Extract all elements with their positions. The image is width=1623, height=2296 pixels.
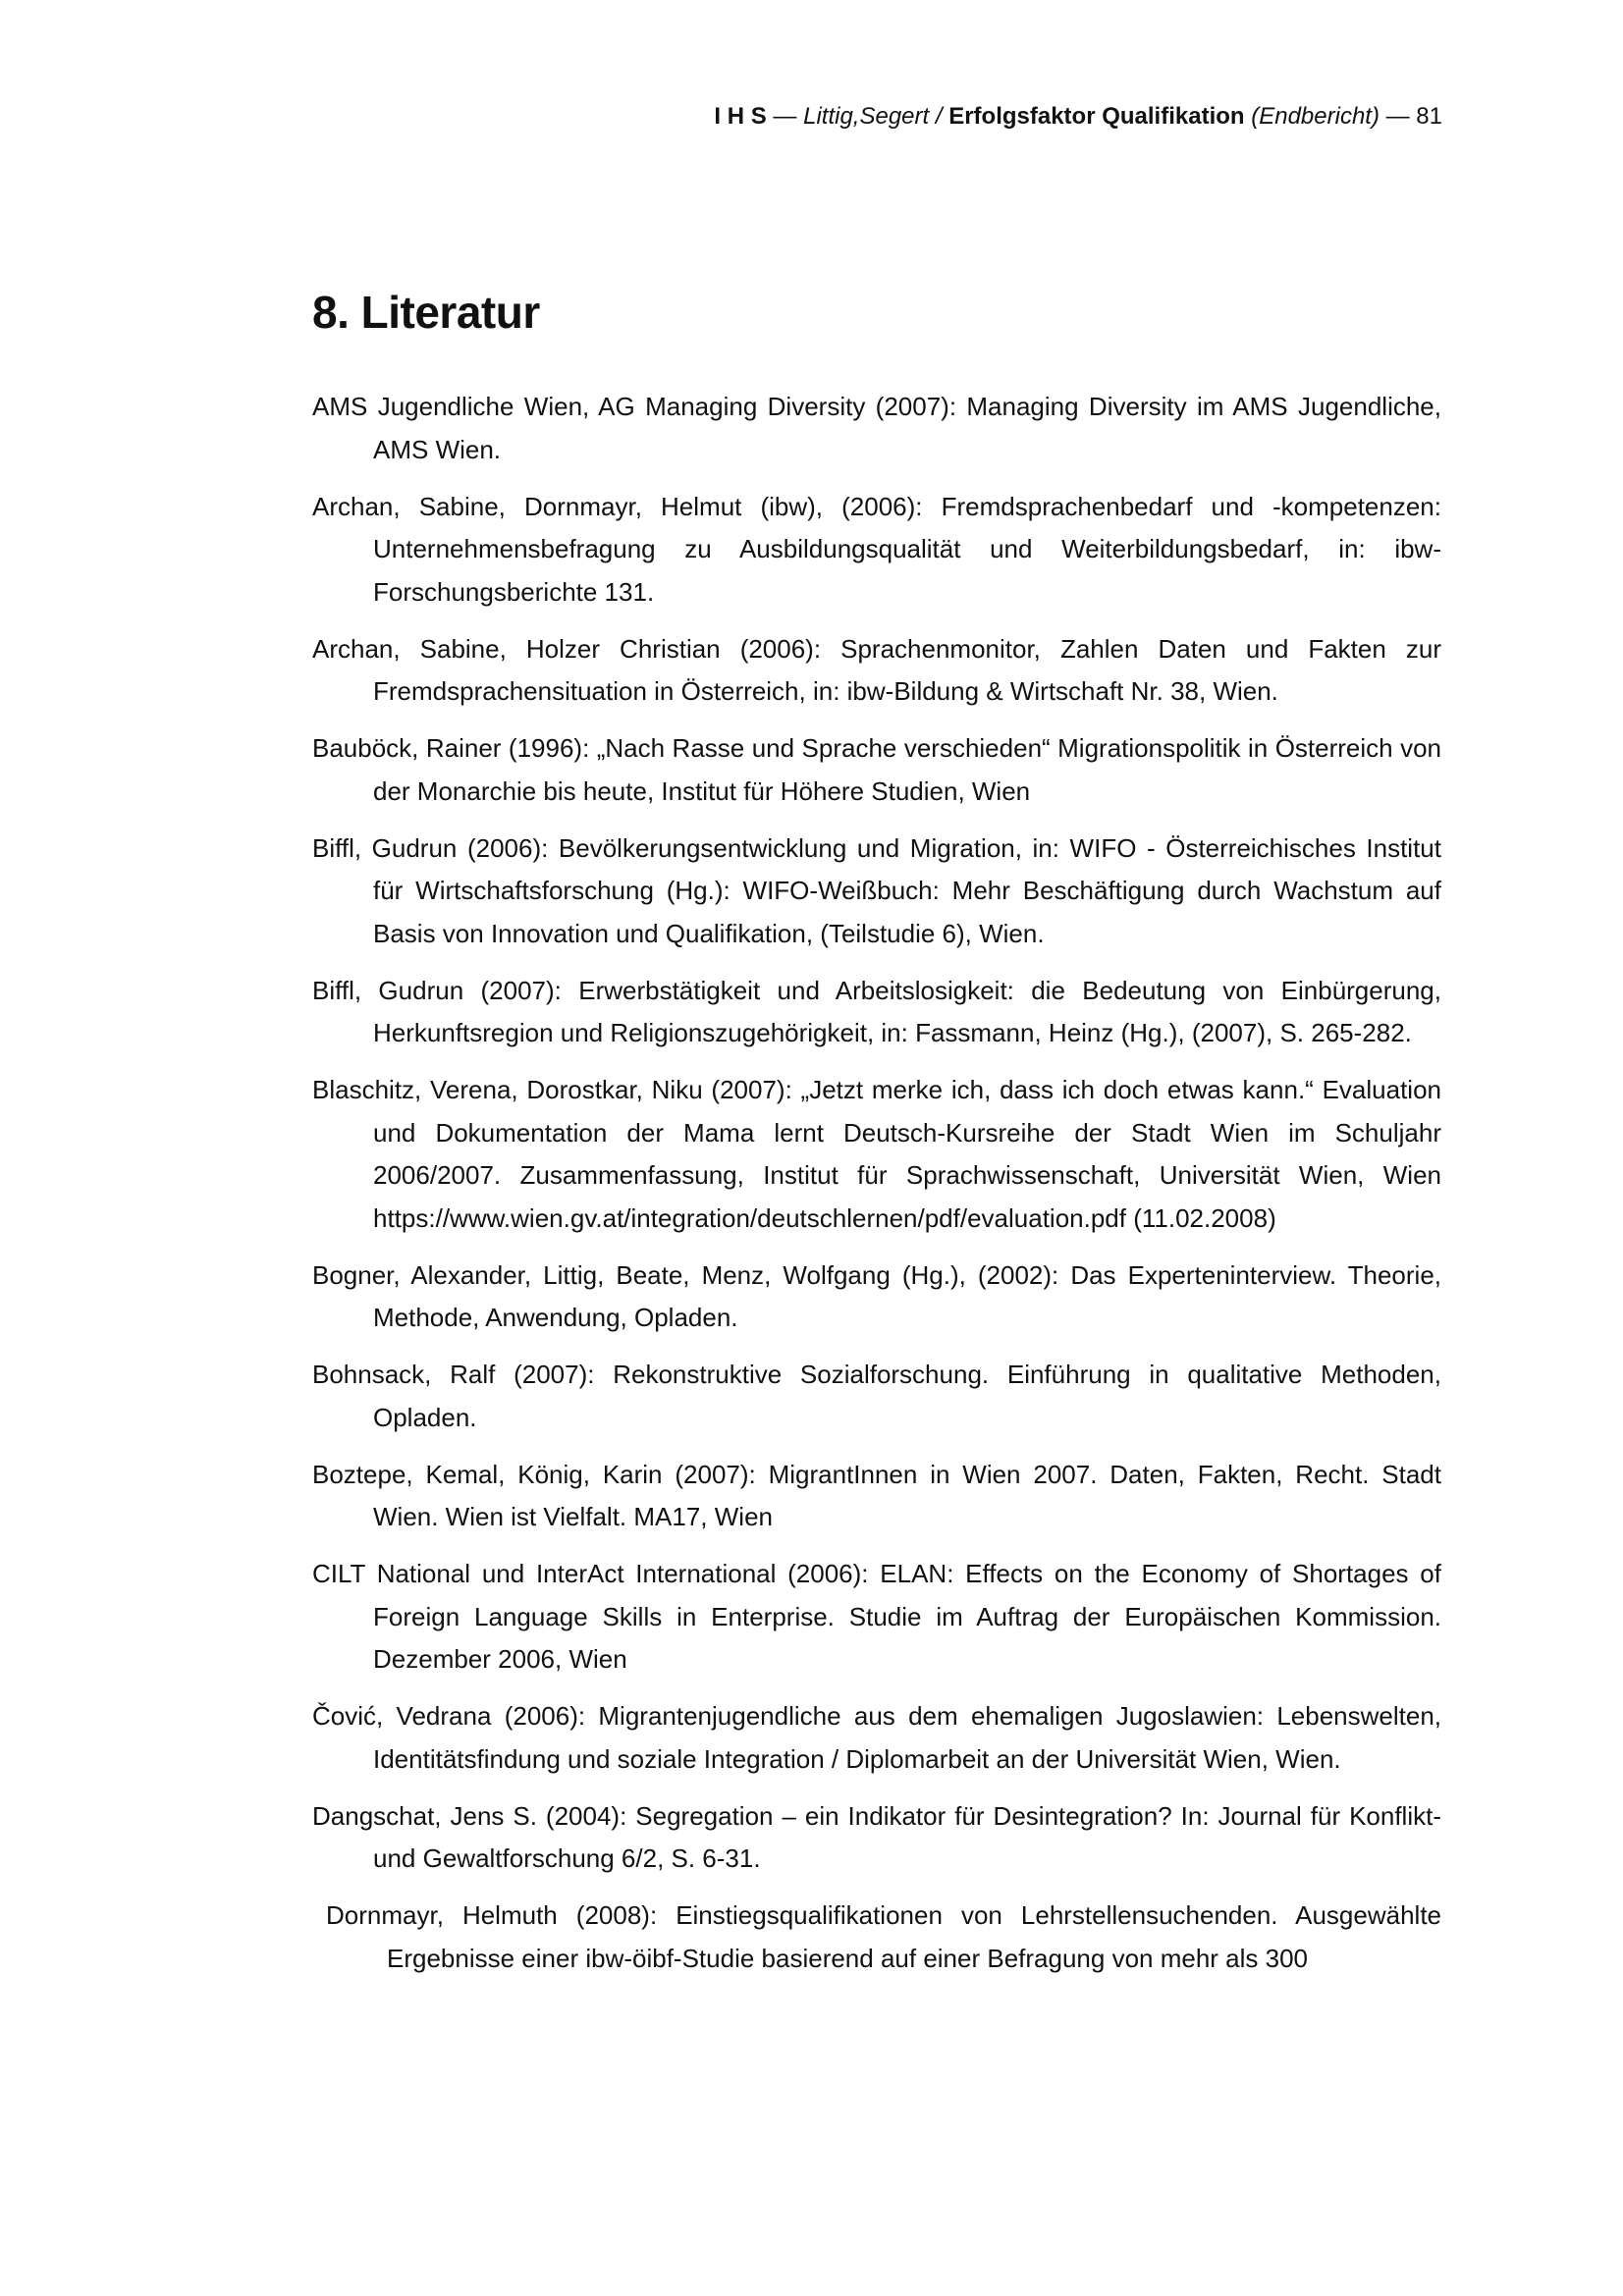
bibliography-entry: Biffl, Gudrun (2007): Erwerbstätigkeit und Arbeitslosigkeit: die Bedeutung von Einbürgerung, Herkunftsregion und Religionszugehörigkeit, in: Fassmann, Heinz (Hg.), (2007), S. 265-282.	[312, 975, 1441, 1047]
bibliography-entry: Biffl, Gudrun (2006): Bevölkerungsentwicklung und Migration, in: WIFO - Österreichisches Institut für Wirtschaftsforschung (Hg.): WIFO-Weißbuch: Mehr Beschäftigung durch Wachstum auf Basis von Innovation und Qualifikation, (Teilstudie 6), Wien.	[312, 832, 1441, 948]
header-authors: Littig,Segert /	[803, 103, 949, 130]
bibliography-list	[312, 386, 1441, 1995]
header-org: I H S	[714, 103, 767, 130]
bibliography-entry: Bohnsack, Ralf (2007): Rekonstruktive Sozialforschung. Einführung in qualitative Methoden, Opladen.	[312, 1360, 1441, 1432]
chapter-title: 8. Literatur	[312, 287, 540, 338]
bibliography-entry: Dornmayr, Helmuth (2008): Einstiegsqualifikationen von Lehrstellensuchenden. Ausgewählte Ergebnisse einer ibw-öibf-Studie basierend auf einer Befragung von mehr als 300	[326, 1900, 1441, 1973]
bibliography-entry: CILT National und InterAct International (2006): ELAN: Effects on the Economy of Shortages of Foreign Language Skills in Enterprise. Studie im Auftrag der Europäischen Kommission. Dezember 2006, Wien	[312, 1559, 1441, 1674]
bibliography-entry: Blaschitz, Verena, Dorostkar, Niku (2007): „Jetzt merke ich, dass ich doch etwas kann.“ Evaluation und Dokumentation der Mama lernt Deutsch-Kursreihe der Stadt Wien im Schuljahr 2006/2007. Zusammenfassung, Institut für Sprachwissenschaft, Universität Wien, Wien https://www.wien.gv.at/integration/deutschlernen/pdf/evaluation.pdf (11.02.2008)	[312, 1075, 1441, 1233]
bibliography-entry: Čović, Vedrana (2006): Migrantenjugendliche aus dem ehemaligen Jugoslawien: Lebenswelten, Identitätsfindung und soziale Integration / Diplomarbeit an der Universität Wien, Wien.	[312, 1701, 1441, 1774]
bibliography-entry: Archan, Sabine, Holzer Christian (2006): Sprachenmonitor, Zahlen Daten und Fakten zur Fremdsprachensituation in Österreich, in: ibw-Bildung & Wirtschaft Nr. 38, Wien.	[312, 633, 1441, 706]
bibliography-entry: Archan, Sabine, Dornmayr, Helmut (ibw), (2006): Fremdsprachenbedarf und -kompetenzen: Unternehmensbefragung zu Ausbildungsqualität und Weiterbildungsbedarf, in: ibw-Forschungsberichte 131.	[312, 491, 1441, 607]
header-dash: —	[1379, 103, 1417, 130]
bibliography-entry: Bogner, Alexander, Littig, Beate, Menz, Wolfgang (Hg.), (2002): Das Experteninterview. Theorie, Methode, Anwendung, Opladen.	[312, 1259, 1441, 1332]
bibliography-entry: Bauböck, Rainer (1996): „Nach Rasse und Sprache verschieden“ Migrationspolitik in Österreich von der Monarchie bis heute, Institut für Höhere Studien, Wien	[312, 733, 1441, 806]
bibliography-entry: Dangschat, Jens S. (2004): Segregation – ein Indikator für Desintegration? In: Journal für Konflikt- und Gewaltforschung 6/2, S. 6-31.	[312, 1800, 1441, 1873]
page-number: 81	[1416, 103, 1442, 130]
bibliography-entry: Boztepe, Kemal, König, Karin (2007): MigrantInnen in Wien 2007. Daten, Fakten, Recht. Stadt Wien. Wien ist Vielfalt. MA17, Wien	[312, 1459, 1441, 1531]
bibliography-entry: AMS Jugendliche Wien, AG Managing Diversity (2007): Managing Diversity im AMS Jugendliche, AMS Wien.	[312, 392, 1441, 464]
header-dash: —	[766, 103, 804, 130]
running-header	[714, 101, 1442, 133]
header-title: Erfolgsfaktor Qualifikation	[948, 103, 1245, 130]
header-subtitle: (Endbericht)	[1244, 103, 1380, 130]
